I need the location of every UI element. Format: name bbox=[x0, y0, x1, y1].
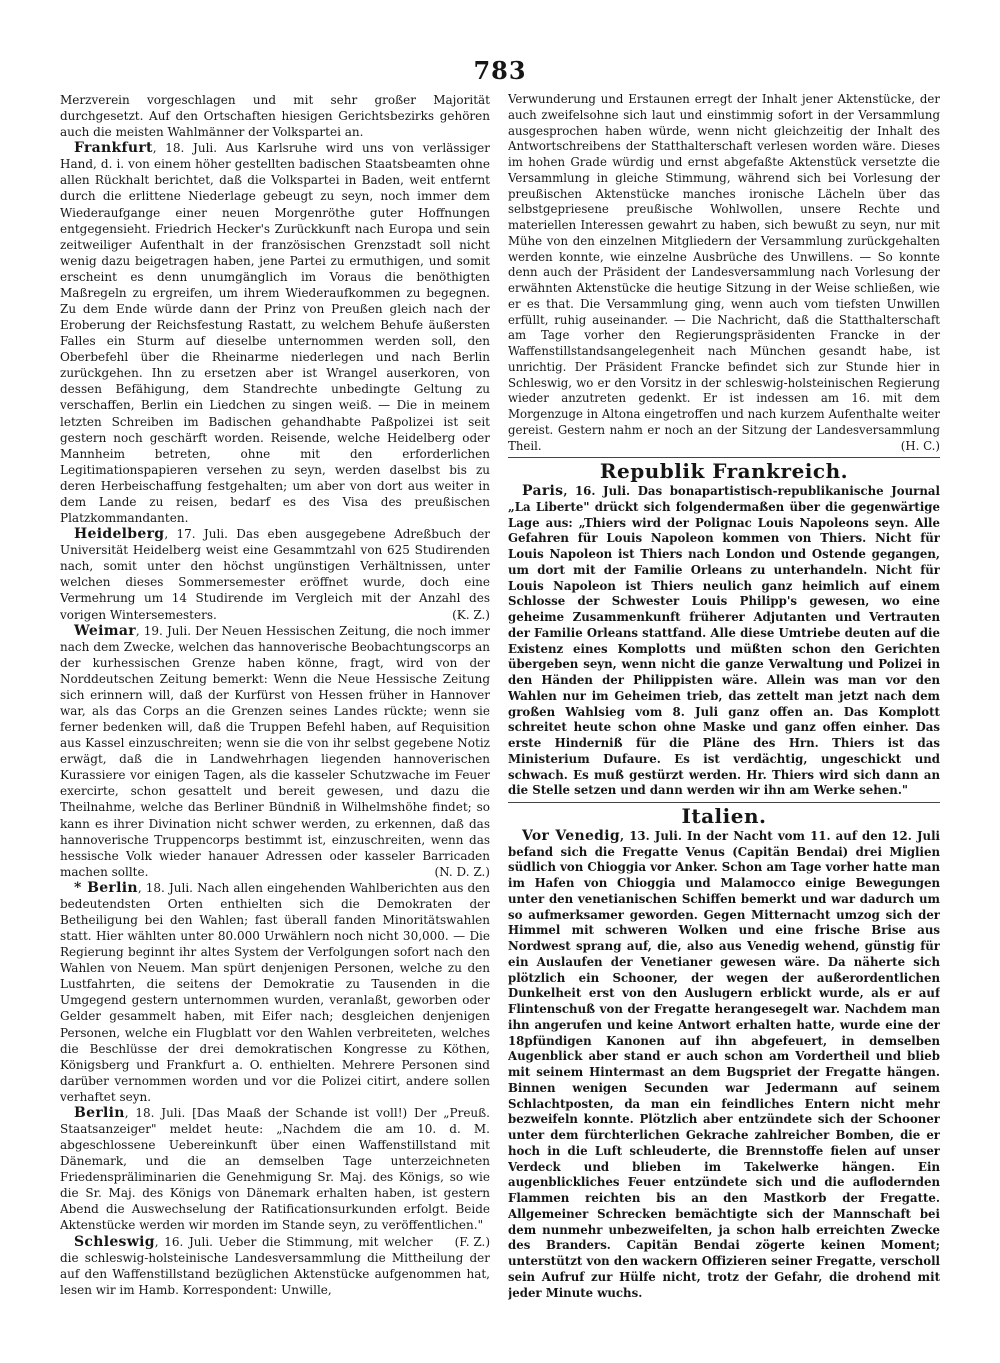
article-weimar bbox=[60, 623, 490, 880]
article-text: , 17. Juli. Das eben ausgegebene Adreßbuch der Universität Heidelberg weist eine Gesammtzahl von 625 Studirenden nach, somit unter den höchst ungünstigen Verhältnissen, unter welchen dieses Sommersemester eröffnet wurde, doch eine Vermehrung um 14 Studirende im Vergleich mit der Anzahl des vorigen Wintersemesters. bbox=[60, 527, 490, 622]
left-column bbox=[60, 92, 490, 1323]
dateline-place: * Berlin bbox=[74, 879, 138, 896]
article-text: , 18. Juli. Nach allen eingehenden Wahlberichten aus den bedeutendsten Orten enthielten sich die Demokraten der Betheiligung bei den Wahlen; fast überall fanden Minoritätswahlen statt. Hier wählten unter 80.000 Urwählern noch nicht 30,000. — Die Regierung beginnt ihr altes System der Verfolgungen sofort nach den Wahlen von Neuem. Man spürt denjenigen Personen, welche zu den Lustfahrten, die seitens der Demokratie zu Tausenden in die Umgegend gestern unternommen wurden, veranlaßt, geworben oder Gelder gesammelt haben, mit Eifer nach; desgleichen denjenigen Personen, welche ein Flugblatt vor den Wahlen verbreiteten, welches die Beschlüsse der drei demokratischen Kongresse zu Köthen, Königsberg und Frankfurt a. O. enthielten. Mehrere Personen sind darüber vernommen worden und vor die Polizei citirt, andere sollen verhaftet seyn. bbox=[60, 880, 490, 1104]
dateline-place: Paris bbox=[522, 483, 564, 499]
dateline-place: Vor Venedig bbox=[522, 827, 620, 844]
dateline-place: Schleswig bbox=[74, 1233, 155, 1250]
source-attribution: (N. D. Z.) bbox=[434, 864, 490, 879]
article-heidelberg bbox=[60, 526, 490, 622]
article-berlin-1 bbox=[60, 880, 490, 1105]
article-text: , 16. Juli. Ueber die Stimmung, mit welcher die schleswig-holsteinische Landesversammlung die Mittheilung der auf den Waffenstillstand bezüglichen Aktenstücke aufgenommen hat, lesen wir im Hamb. Korrespondent: Unwille, bbox=[60, 1234, 490, 1297]
article-paris bbox=[508, 484, 940, 799]
article-text: , 19. Juli. Der Neuen Hessischen Zeitung, die noch immer nach dem Zwecke, welchen das hannoverische Beobachtungscorps an der kurhessischen Grenze haben könne, fragt, wird von der Norddeutschen Zeitung bemerkt: Wenn die Neue Hessische Zeitung sich erinnern will, daß der Kurfürst von Hessen früher in Hannover war, als das Corps an die Grenzen seines Landes rückte; wenn sie ferner bedenken will, daß die Truppen Befehl haben, auf Requisition aus Kassel einzuschreiten; wenn sie die von ihr selbst gegebene Notiz erwägt, daß die in Landwehrhagen liegenden hannoverischen Kurassiere vor einigen Tagen, als die kasseler Schutzwache im Feuer exercirte, schon gesattelt und bereit gewesen, und dazu die Theilnahme, welche das Berliner Bündniß in Wilhelmshöhe findet; so kann es ihrer Divination nicht schwer werden, zu erkennen, daß das hannoverische Truppencorps bestimmt ist, einzuschreiten, wenn das hessische Volk wieder hanauer Adressen oder kasseler Barricaden machen sollte. bbox=[60, 623, 490, 879]
article-text: Verwunderung und Erstaunen erregt der Inhalt jener Aktenstücke, der auch zweifelsohne sich laut und einstimmig sofort in der Versammlung ausgesprochen haben würde, wenn nicht gleichzeitig der Inhalt des Antwortschreibens der Statthalterschaft verlesen worden wäre. Dieses im hohen Grade würdig und ernst abgefaßte Aktenstück versetzte die Versammlung in gleiche Stimmung, während sich bei Vorlesung der preußischen Aktenstücke manches ironische Lächeln über das selbstgepriesene preußische Wohlwollen, unsere Rechte und materiellen Interessen gewahrt zu haben, sich bewußt zu seyn, nur mit Mühe von den einzelnen Mitgliedern der Versammlung zurückgehalten werden konnte, wie einzelne Ausbrüche des Unwillens. — So konnte denn auch der Präsident der Landesversammlung nach Vorlesung der erwähnten Aktenstücke die heutige Sitzung in der Weise schließen, wie er es that. Die Versammlung ging, wenn auch vom tiefsten Unwillen erfüllt, ruhig auseinander. — Die Nachricht, daß die Statthalterschaft am Tage vorher den Regierungspräsidenten Francke in der Waffenstillstandsangelegenheit nach München gesandt habe, ist unrichtig. Der Präsident Francke befindet sich zur Stunde hier in Schleswig, wo er den Vorsitz in der schleswig-holsteinischen Regierung wieder anzutreten gedenkt. Er ist indessen am 16. mit dem Morgenzuge in Altona eingetroffen und nach kurzem Aufenthalte weiter gereist. Gestern nahm er noch an der Sitzung der Landesversammlung Theil. bbox=[508, 92, 940, 453]
article-text: , 13. Juli. In der Nacht vom 11. auf den 12. Juli befand sich die Fregatte Venus (Capitän Bendai) drei Miglien südlich von Chioggia vor Anker. Schon am Tage vorher hatte man im Hafen von Chioggia und Malamocco einige Bewegungen unter den venetianischen Schiffen bemerkt und war dadurch um so aufmerksamer geworden. Gegen Mitternacht umzog sich der Himmel mit schweren Wolken und eine frische Brise aus Nordwest sprang auf, die, also aus Venedig wehend, günstig für ein Auslaufen der Venetianer gewesen wäre. Da näherte sich plötzlich ein Schooner, der wegen der außerordentlichen Dunkelheit erst von den Auslugern erblickt wurde, als er auf Flintenschuß von der Fregatte herangesegelt war. Nachdem man ihn angerufen und keine Antwort erhalten hatte, wurde eine der 18pfündigen Kanonen auf ihn abgefeuert, in demselben Augenblick aber stand er auch schon am Vordertheil und blieb mit seinem Hintermast an dem Bugspriet der Fregatte hängen. Binnen wenigen Secunden war Jedermann auf seinem Schlachtposten, da man ein feindliches Entern nicht mehr bezweifeln konnte. Plötzlich aber entzündete sich der Schooner unter dem fürchterlichen Gekrache zahlreicher Bomben, die er hoch in die Luft schleuderte, die Brennstoffe fielen auf unser Verdeck und blieben im Takelwerke hängen. Ein augenblickliches Feuer entzündete sich und die auflodernden Flammen reichten bis an den Mastkorb der Fregatte. Allgemeiner Schrecken bemächtigte sich der Mannschaft bei dem nunmehr unbezweifelten, ja schon halb erreichten Zwecke des Branders. Capitän Bendai zögerte keinen Moment; unterstützt von den wackern Offizieren seiner Fregatte, verscholl sein Aufruf zur Hülfe nicht, trotz der Gefahr, die drohend mit jeder Minute wuchs. bbox=[508, 828, 940, 1300]
section-divider bbox=[508, 802, 940, 803]
article-text: , 16. Juli. Das bonapartistisch-republikanische Journal „La Liberte" drückt sich folgendermaßen über die gegenwärtige Lage aus: „Thiers wird der Polignac Louis Napoleons seyn. Alle Gefahren für Louis Napoleon kommen von Thiers. Nicht für Louis Napoleon ist Thiers nach London und Ostende gegangen, um dort mit der Familie Orleans zu unterhandeln. Nicht für Louis Napoleon ist Thiers neulich ganz heimlich auf einem Schlosse der Schwester Louis Philipp's gewesen, wo eine geheime Zusammenkunft früherer Adjutanten und Vertrauten der Familie Orleans stattfand. Alle diese Umtriebe deuten auf die Existenz eines Komplotts und müßten schon den Gerichten übergeben seyn, wenn nicht die ganze Verwaltung und Polizei in den Händen der Philippisten wäre. Allein was man vor den Wahlen nur im Geheimen trieb, das zettelt man jetzt nach dem großen Wahlsieg vom 8. Juli ganz offen an. Das Komplott schreitet heute schon ohne Maske und ganz offen einher. Das erste Hinderniß für die Pläne des Hrn. Thiers ist das Ministerium Dufaure. Es ist verdächtig, ungeschickt und schwach. Es muß gestürzt werden. Hr. Thiers wird sich dann an die Stelle setzen und dann werden wir ihn am Werke sehen." bbox=[508, 484, 940, 798]
article-text: , 18. Juli. Aus Karlsruhe wird uns von verlässiger Hand, d. i. von einem höher gestellten badischen Staatsbeamten ohne allen Rückhalt berichtet, daß die Volkspartei in Baden, weit entfernt durch die erlittene Niederlage gebeugt zu seyn, noch immer dem Wiederaufgange einer neuen Morgenröthe guter Hoffnungen entgegensieht. Friedrich Hecker's Zurückkunft nach Europa und sein zeitweiliger Aufenthalt in der französischen Grenzstadt soll nicht wenig dazu beigetragen haben, jene Partei zu ermuthigen, und somit erscheint es denn unumgänglich im Voraus die benöthigten Maßregeln zu ergreifen, um ihrem Wiederaufkommen zu begegnen. Zu dem Ende würde dann der Prinz von Preußen gleich nach der Eroberung der Reichsfestung Rastatt, zu welchem Behufe äußersten Falles ein Sturm auf dieselbe unternommen werden soll, den Oberbefehl über die Rheinarme niederlegen und nach Berlin zurückgehen. Ihn zu ersetzen aber ist Wrangel auserkoren, von dessen Befähigung, dem Standrechte unbedingte Geltung zu verschaffen, Berlin ein Liedchen zu singen weiß. — Die in meinem letzten Schreiben im Badischen gehandhabte Paßpolizei ist seit gestern noch geschärft worden. Reisende, welche Heidelberg oder Mannheim betreten, ohne mit den erforderlichen Legitimationspapieren versehen zu seyn, werden daselbst bis zu deren Herbeischaffung festgehalten; um aber von dort aus weiter in dem Lande zu reisen, bedarf es des Visa des preußischen Platzkommandanten. bbox=[60, 141, 490, 526]
dateline-place: Frankfurt bbox=[74, 140, 153, 157]
article-text: , 18. Juli. [Das Maaß der Schande ist voll!) Der „Preuß. Staatsanzeiger" meldet heute: „Nachdem die am 10. d. M. abgeschlossene Uebereinkunft über einen Waffenstillstand mit Dänemark, und die an demselben Tage unterzeichneten Friedenspräliminarien die Genehmigung Sr. Maj. des Königs, so wie die Sr. Maj. des Königs von Dänemark erhalten haben, ist gestern Abend die Auswechselung der Ratificationsurkunden erfolgt. Beide Aktenstücke werden wir morden im Stande seyn, zu veröffentlichen." bbox=[60, 1105, 490, 1233]
article-frankfurt bbox=[60, 140, 490, 526]
source-attribution: (H. C.) bbox=[900, 438, 940, 453]
section-heading-france: Republik Frankreich. bbox=[599, 459, 849, 484]
source-attribution: (F. Z.) bbox=[454, 1234, 490, 1249]
article-schleswig bbox=[60, 1234, 490, 1298]
section-heading-italy: Italien. bbox=[681, 804, 767, 828]
dateline-place: Weimar bbox=[74, 622, 136, 639]
source-attribution: (K. Z.) bbox=[452, 607, 490, 622]
dateline-place: Heidelberg bbox=[74, 526, 165, 543]
right-column bbox=[508, 92, 940, 1323]
page-number: 783 bbox=[473, 56, 527, 85]
dateline-place: Berlin bbox=[74, 1104, 125, 1121]
article-schleswig-continued bbox=[508, 92, 940, 454]
section-divider bbox=[508, 457, 940, 458]
article-continuation: Merzverein vorgeschlagen und mit sehr großer Majorität durchgesetzt. Auf den Ortschaften hiesigen Gerichtsbezirks gehören auch die meisten Wahlmänner der Volkspartei an. bbox=[60, 93, 490, 140]
article-venedig bbox=[508, 829, 940, 1302]
